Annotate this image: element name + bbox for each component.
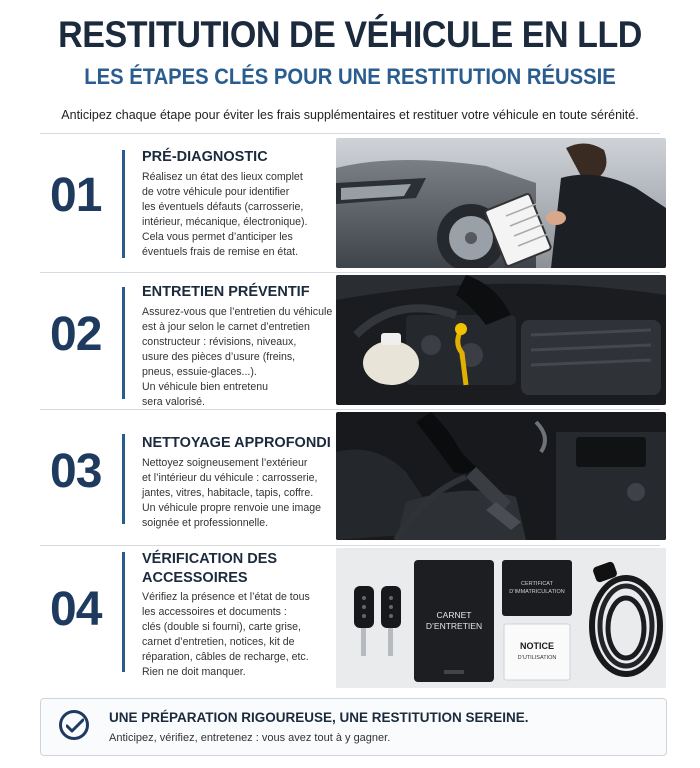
- step-title: ENTRETIEN PRÉVENTIF: [142, 284, 310, 300]
- step-body: Nettoyez soigneusement l’extérieur et l’intérieur du véhicule : carrosserie, jantes, vitres, habitacle, tapis, coffre. Un véhicule propre renvoie une image soignée et professionnelle.: [142, 457, 322, 529]
- banner-title: UNE PRÉPARATION RIGOUREUSE, UNE RESTITUTION SEREINE.: [109, 710, 529, 725]
- certificat-label-1: CERTIFICAT: [521, 581, 553, 587]
- divider: [40, 272, 660, 273]
- inspection-photo: [336, 138, 666, 268]
- step-accent-line: [122, 150, 125, 258]
- carnet-label-1: CARNET: [436, 610, 472, 620]
- divider: [40, 545, 660, 546]
- notice-label: NOTICE: [519, 641, 555, 651]
- step-title: NETTOYAGE APPROFONDI: [142, 435, 331, 451]
- check-circle-icon: [59, 710, 89, 740]
- notice-sub-label: D’UTILISATION: [517, 655, 557, 661]
- intro-text: Anticipez chaque étape pour éviter les frais supplémentaires et restituer votre véhicule en toute sérénité.: [61, 108, 639, 122]
- cleaning-photo: [336, 412, 666, 540]
- step-4: [40, 548, 665, 690]
- step-1: [40, 138, 665, 270]
- certificat-label-2: D’IMMATRICULATION: [509, 589, 565, 595]
- step-accent-line: [122, 552, 125, 672]
- page-title: RESTITUTION DE VÉHICULE EN LLD: [58, 14, 642, 55]
- divider: [40, 409, 660, 410]
- conclusion-banner: [40, 698, 667, 756]
- accessories-photo: [336, 548, 666, 688]
- step-number: 04: [50, 583, 102, 636]
- step-number: 02: [50, 308, 102, 361]
- step-title: VÉRIFICATION DES ACCESSOIRES: [142, 551, 278, 586]
- step-body: Assurez-vous que l’entretien du véhicule est à jour selon le carnet d’entretien constructeur : révisions, niveaux, usure des pièces d’usure (freins, pneus, essuie-glaces...). Un véhicule bien entretenu sera valorisé.: [142, 306, 333, 408]
- step-number: 01: [50, 169, 102, 222]
- step-3: [40, 412, 665, 542]
- step-accent-line: [122, 434, 125, 524]
- divider: [40, 133, 660, 134]
- page-subtitle: LES ÉTAPES CLÉS POUR UNE RESTITUTION RÉUSSIE: [84, 64, 616, 89]
- engine-photo: [336, 275, 666, 405]
- step-2: [40, 275, 665, 407]
- step-title: PRÉ-DIAGNOSTIC: [142, 149, 268, 165]
- step-accent-line: [122, 287, 125, 399]
- carnet-label-2: D’ENTRETIEN: [425, 621, 483, 631]
- banner-subtitle: Anticipez, vérifiez, entretenez : vous avez tout à y gagner.: [109, 732, 391, 744]
- step-body: Réalisez un état des lieux complet de votre véhicule pour identifier les éventuels défauts (carrosserie, intérieur, mécanique, électronique). Cela vous permet d’anticiper les éventuels frais de remise en état.: [142, 171, 308, 258]
- step-number: 03: [50, 445, 102, 498]
- step-body: Vérifiez la présence et l’état de tous les accessoires et documents : clés (double si fourni), carte grise, carnet d’entretien, notices, kit de réparation, câbles de recharge, etc. Rien ne doit manquer.: [142, 591, 310, 678]
